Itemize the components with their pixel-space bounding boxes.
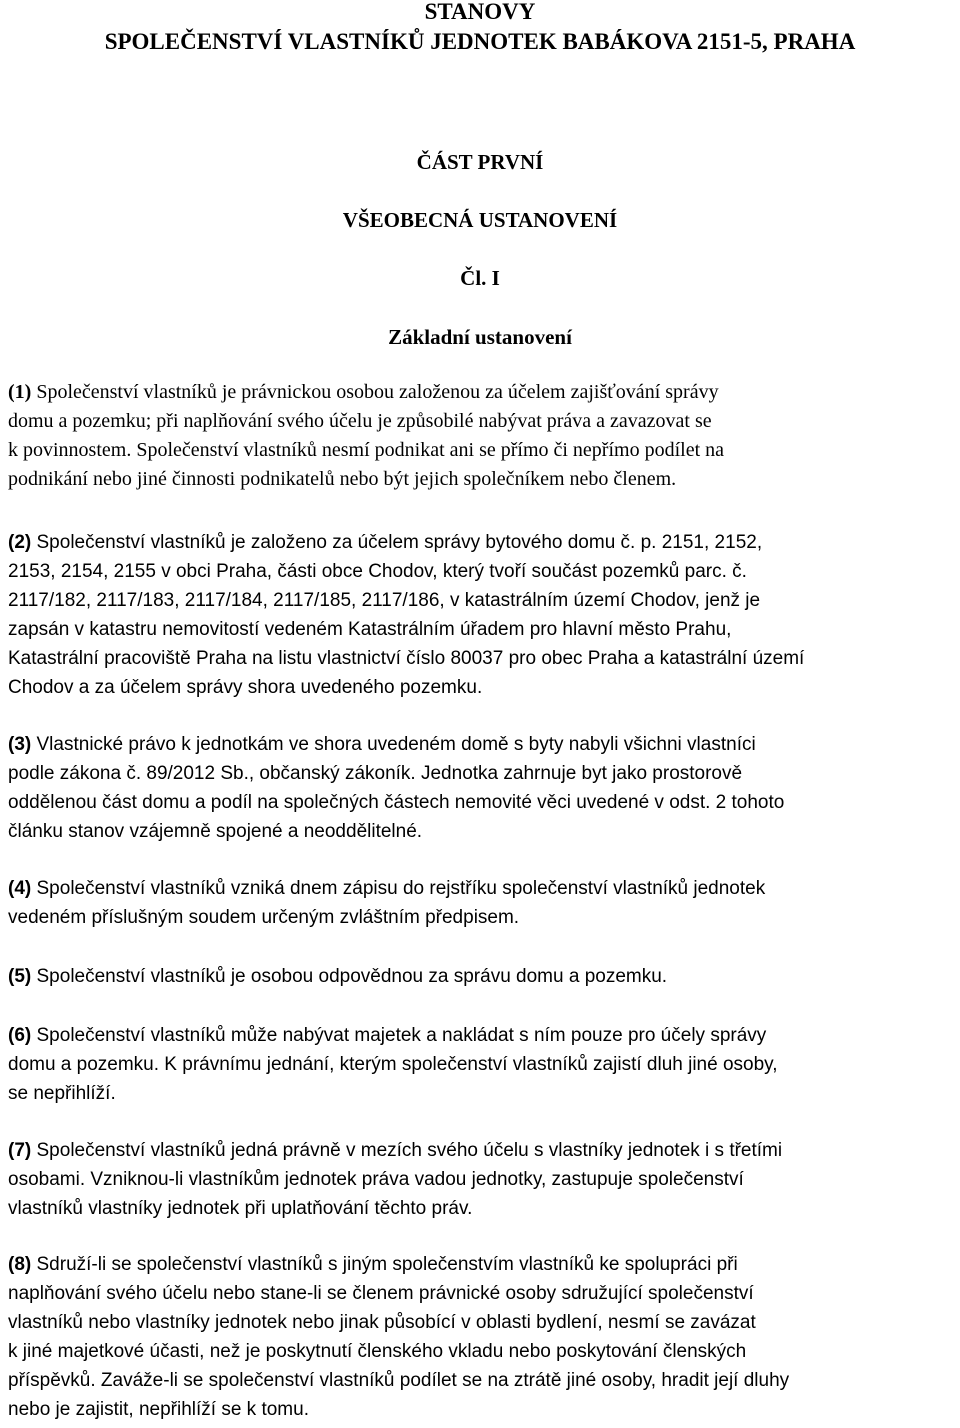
part-title: VŠEOBECNÁ USTANOVENÍ: [342, 208, 618, 232]
paragraph-line: k povinnostem. Společenství vlastníků nesmí podnikat ani se přímo či nepřímo podílet na: [8, 439, 725, 461]
paragraph-1: [8, 378, 960, 494]
paragraph-line: domu a pozemku. K právnímu jednání, kterým společenství vlastníků zajistí dluh jiné osoby,: [8, 1054, 778, 1075]
paragraph-line: nebo je zajistit, nepřihlíží se k tomu.: [8, 1399, 309, 1420]
paragraph-line: (2) Společenství vlastníků je založeno za účelem správy bytového domu č. p. 2151, 2152,: [8, 532, 763, 553]
paragraph-number: (7): [8, 1140, 32, 1161]
paragraph-6: [8, 1021, 960, 1108]
paragraph-line: podnikání nebo jiné činnosti podnikatelů nebo být jejich společníkem nebo členem.: [8, 468, 677, 490]
paragraph-line: (4) Společenství vlastníků vzniká dnem zápisu do rejstříku společenství vlastníků jednotek: [8, 878, 766, 899]
paragraph-2: [8, 528, 960, 702]
paragraph-4: [8, 874, 960, 932]
paragraph-line: (7) Společenství vlastníků jedná právně v mezích svého účelu s vlastníky jednotek i s třetími: [8, 1140, 783, 1161]
paragraph-3: [8, 730, 960, 846]
paragraph-line: vlastníků vlastníky jednotek při uplatňování těchto práv.: [8, 1198, 473, 1219]
paragraph-line: 2117/182, 2117/183, 2117/184, 2117/185, 2117/186, v katastrálním území Chodov, jenž je: [8, 590, 761, 611]
paragraph-line: se nepřihlíží.: [8, 1083, 116, 1104]
paragraph-line: příspěvků. Zaváže-li se společenství vlastníků podílet se na ztrátě jiné osoby, hradit její dluhy: [8, 1370, 790, 1391]
paragraph-line: (8) Sdruží-li se společenství vlastníků s jiným společenstvím vlastníků ke spolupráci při: [8, 1254, 738, 1275]
paragraph-5: [8, 962, 960, 991]
article-heading: Čl. I: [460, 266, 500, 290]
paragraph-line: Katastrální pracoviště Praha na listu vlastnictví číslo 80037 pro obec Praha a katastrální území: [8, 648, 805, 669]
paragraph-line: Chodov a za účelem správy shora uvedeného pozemku.: [8, 677, 483, 698]
paragraph-number: (1): [8, 381, 32, 403]
paragraph-number: (8): [8, 1254, 32, 1275]
paragraph-number: (2): [8, 532, 32, 553]
paragraph-line: naplňování svého účelu nebo stane-li se členem právnické osoby sdružující společenství: [8, 1283, 754, 1304]
document-subtitle: SPOLEČENSTVÍ VLASTNÍKŮ JEDNOTEK BABÁKOVA 2151-5, PRAHA: [104, 29, 856, 54]
paragraph-line: oddělenou část domu a podíl na společných částech nemovité věci uvedené v odst. 2 tohoto: [8, 792, 785, 813]
paragraph-line: domu a pozemku; při naplňování svého účelu je způsobilé nabývat práva a zavazovat se: [8, 410, 712, 432]
paragraph-line: (3) Vlastnické právo k jednotkám ve shora uvedeném domě s byty nabyli všichni vlastníci: [8, 734, 756, 755]
paragraph-line: (6) Společenství vlastníků může nabývat majetek a nakládat s ním pouze pro účely správy: [8, 1025, 767, 1046]
paragraph-line: vlastníků nebo vlastníky jednotek nebo jinak působící v oblasti bydlení, nesmí se zavázat: [8, 1312, 756, 1333]
paragraph-line: podle zákona č. 89/2012 Sb., občanský zákoník. Jednotka zahrnuje byt jako prostorově: [8, 763, 743, 784]
part-heading: ČÁST PRVNÍ: [416, 150, 544, 174]
article-title: Základní ustanovení: [388, 325, 572, 349]
paragraph-line: článku stanov vzájemně spojené a neoddělitelné.: [8, 821, 423, 842]
paragraph-7: [8, 1136, 960, 1223]
paragraph-line: 2153, 2154, 2155 v obci Praha, části obce Chodov, který tvoří součást pozemků parc. č.: [8, 561, 747, 582]
paragraph-line: vedeném příslušným soudem určeným zvláštním předpisem.: [8, 907, 520, 928]
paragraph-line: osobami. Vzniknou-li vlastníkům jednotek práva vadou jednotky, zastupuje společenství: [8, 1169, 744, 1190]
paragraph-line: k jiné majetkové účasti, než je poskytnutí členského vkladu nebo poskytování členských: [8, 1341, 747, 1362]
paragraph-number: (4): [8, 878, 32, 899]
paragraph-number: (6): [8, 1025, 32, 1046]
paragraph-number: (5): [8, 966, 32, 987]
paragraph-line: (5) Společenství vlastníků je osobou odpovědnou za správu domu a pozemku.: [8, 966, 668, 987]
paragraph-line: zapsán v katastru nemovitostí vedeném Katastrálním úřadem pro hlavní město Prahu,: [8, 619, 732, 640]
paragraph-8: [8, 1250, 960, 1424]
paragraph-line: (1) Společenství vlastníků je právnickou osobou založenou za účelem zajišťování správy: [8, 381, 719, 403]
paragraph-number: (3): [8, 734, 32, 755]
document-title: STANOVY: [424, 0, 536, 24]
